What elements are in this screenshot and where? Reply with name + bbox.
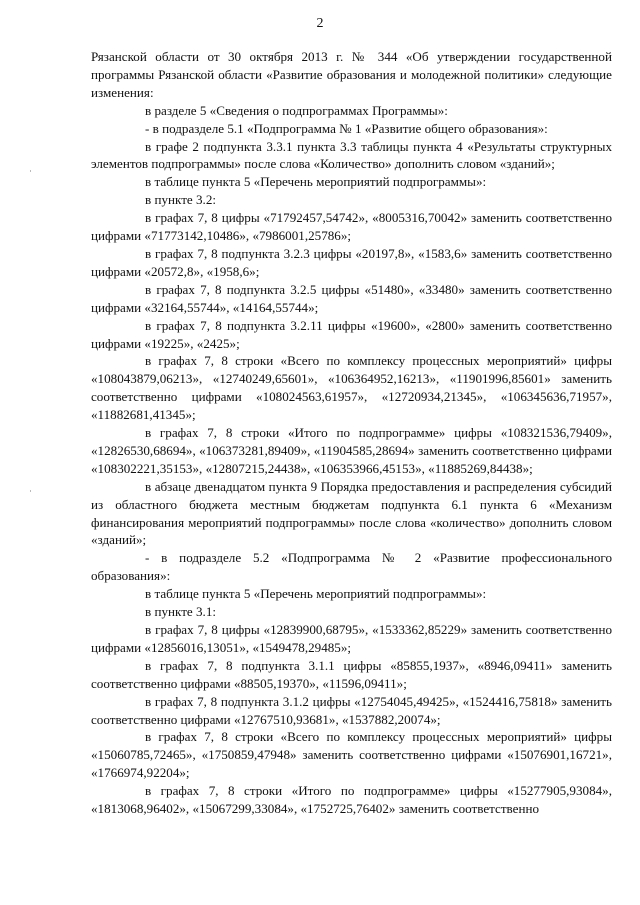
paragraph: в таблице пункта 5 «Перечень мероприятий подпрограммы»: (145, 174, 487, 190)
paragraph: в графах 7, 8 строки «Всего по комплексу процессных мероприятий» цифры «15060785,72465», «1750859,47948» заменить соответственно цифрами «15076901,16721», «1766974,92204»; (91, 729, 612, 781)
paragraph: Рязанской области от 30 октября 2013 г. № 344 «Об утверждении государственной программы Рязанской области «Развитие образования и молодежной политики» следующие изменения: (91, 49, 612, 100)
paragraph: в графах 7, 8 строки «Всего по комплексу процессных мероприятий» цифры «108043879,06213», «12740249,65601», «106364952,16213», «11901996,85601» заменить соответственно цифрами «108024563,61957», «12720934,21345», «106345636,71957», «11882681,41345»; (91, 353, 612, 423)
paragraph: в графах 7, 8 строки «Итого по подпрограмме» цифры «108321536,79409», «12826530,68694», «106373281,89409», «11904585,28694» заменить соответственно цифрами «108302221,35153», «12807215,24438», «106353966,45153», «11885269,84438»; (91, 425, 612, 476)
paragraph: в таблице пункта 5 «Перечень мероприятий подпрограммы»: (145, 586, 487, 602)
paragraph: в графе 2 подпункта 3.3.1 пункта 3.3 таблицы пункта 4 «Результаты структурных элементов подпрограммы» после слова «Количество» дополнить словом «зданий»; (91, 138, 612, 172)
paragraph: в пункте 3.2: (145, 192, 217, 208)
paragraph: в графах 7, 8 цифры «71792457,54742», «8005316,70042» заменить соответственно цифрами «71773142,10486», «7986001,25786»; (91, 210, 612, 244)
paragraph: в графах 7, 8 подпункта 3.1.2 цифры «12754045,49425», «1524416,75818» заменить соответственно цифрами «12767510,93681», «1537882,20074»; (91, 693, 612, 727)
paragraph: - в подразделе 5.1 «Подпрограмма № 1 «Развитие общего образования»: (145, 120, 548, 136)
paragraph: в графах 7, 8 подпункта 3.2.3 цифры «20197,8», «1583,6» заменить соответственно цифрами «20572,8», «1958,6»; (91, 245, 612, 279)
paragraph: в графах 7, 8 подпункта 3.1.1 цифры «85855,1937», «8946,09411» заменить соответственно цифрами «88505,19370», «11596,09411»; (91, 657, 612, 691)
paragraph: в разделе 5 «Сведения о подпрограммах Программы»: (145, 102, 448, 118)
paragraph: в графах 7, 8 цифры «12839900,68795», «1533362,85229» заменить соответственно цифрами «12856016,13051», «1549478,29485»; (91, 622, 612, 655)
paragraph: в пункте 3.1: (145, 604, 217, 620)
paragraph: в абзаце двенадцатом пункта 9 Порядка предоставления и распределения субсидий из областного бюджета местным бюджетам подпункта 6.1 пункта 6 «Механизм финансирования мероприятий подпрограммы» после слова «количество» дополнить словом «зданий»; (91, 478, 612, 548)
scan-edge-mark (30, 170, 31, 172)
page-number: 2 (316, 16, 324, 31)
paragraph: - в подразделе 5.2 «Подпрограмма № 2 «Развитие профессионального образования»: (91, 550, 612, 584)
scan-edge-mark (30, 490, 31, 492)
paragraph: в графах 7, 8 подпункта 3.2.5 цифры «51480», «33480» заменить соответственно цифрами «32164,55744», «14164,55744»; (91, 281, 612, 315)
paragraph: в графах 7, 8 строки «Итого по подпрограмме» цифры «15277905,93084», «1813068,96402», «15067299,33084», «1752725,76402» заменить соответственно (91, 783, 612, 817)
paragraph: в графах 7, 8 подпункта 3.2.11 цифры «19600», «2800» заменить соответственно цифрами «19225», «2425»; (91, 317, 612, 351)
document-body (91, 48, 612, 818)
